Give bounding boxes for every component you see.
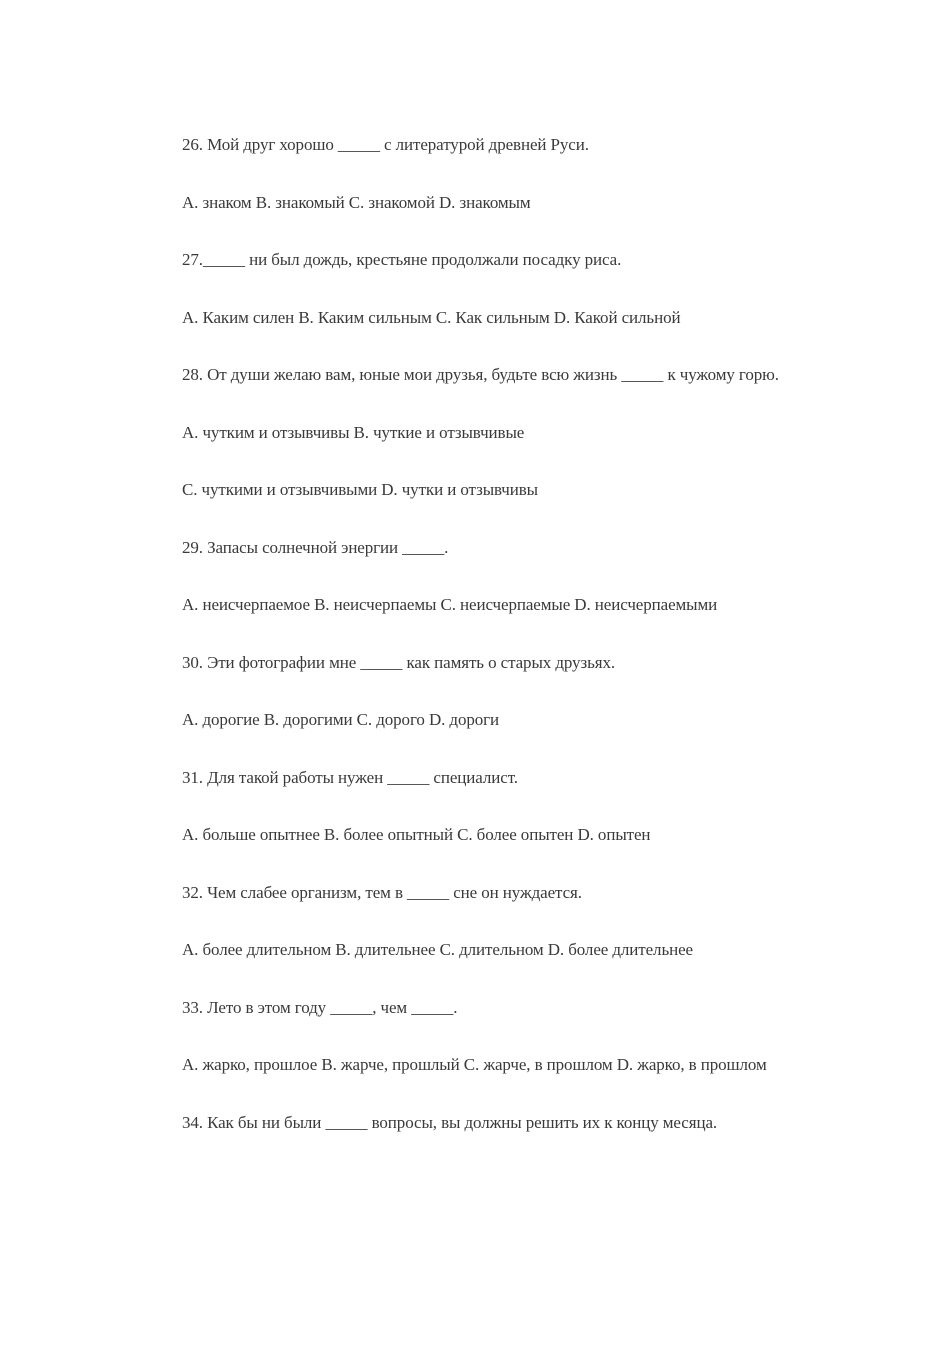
question-28: 28. От души желаю вам, юные мои друзья, будьте всю жизнь _____ к чужому горю. (182, 365, 779, 384)
answer-options-29: A. неисчерпаемое B. неисчерпаемы C. неисчерпаемые D. неисчерпаемыми (182, 595, 718, 614)
answer-options-33: A. жарко, прошлое B. жарче, прошлый C. жарче, в прошлом D. жарко, в прошлом (182, 1055, 767, 1074)
answer-options-27: A. Каким силен B. Каким сильным C. Как сильным D. Какой сильной (182, 307, 681, 327)
answer-options-32: A. более длительном B. длительнее C. длительном D. более длительнее (182, 940, 693, 959)
answer-options-30: A. дорогие B. дорогими C. дорого D. дороги (182, 710, 500, 729)
question-30: 30. Эти фотографии мне _____ как память о старых друзьях. (182, 652, 615, 672)
question-29: 29. Запасы солнечной энергии _____. (182, 537, 449, 557)
question-34: 34. Как бы ни были _____ вопросы, вы должны решить их к концу месяца. (182, 1112, 718, 1132)
answer-options-28-cd: C. чуткими и отзывчивыми D. чутки и отзывчивы (182, 480, 538, 499)
answer-options-26: A. знаком B. знакомый C. знакомой D. знакомым (182, 192, 531, 212)
question-list (144, 128, 804, 1163)
answer-options-31: A. больше опытнее B. более опытный C. более опытен D. опытен (182, 825, 651, 844)
question-32: 32. Чем слабее организм, тем в _____ сне он нуждается. (182, 882, 582, 902)
answer-options-28-ab: A. чутким и отзывчивы B. чуткие и отзывчивые (182, 422, 525, 442)
question-33: 33. Лето в этом году _____, чем _____. (182, 997, 458, 1017)
question-27: 27._____ ни был дождь, крестьяне продолжали посадку риса. (182, 250, 622, 269)
question-31: 31. Для такой работы нужен _____ специалист. (182, 767, 518, 787)
question-26: 26. Мой друг хорошо _____ с литературой древней Руси. (182, 135, 589, 154)
